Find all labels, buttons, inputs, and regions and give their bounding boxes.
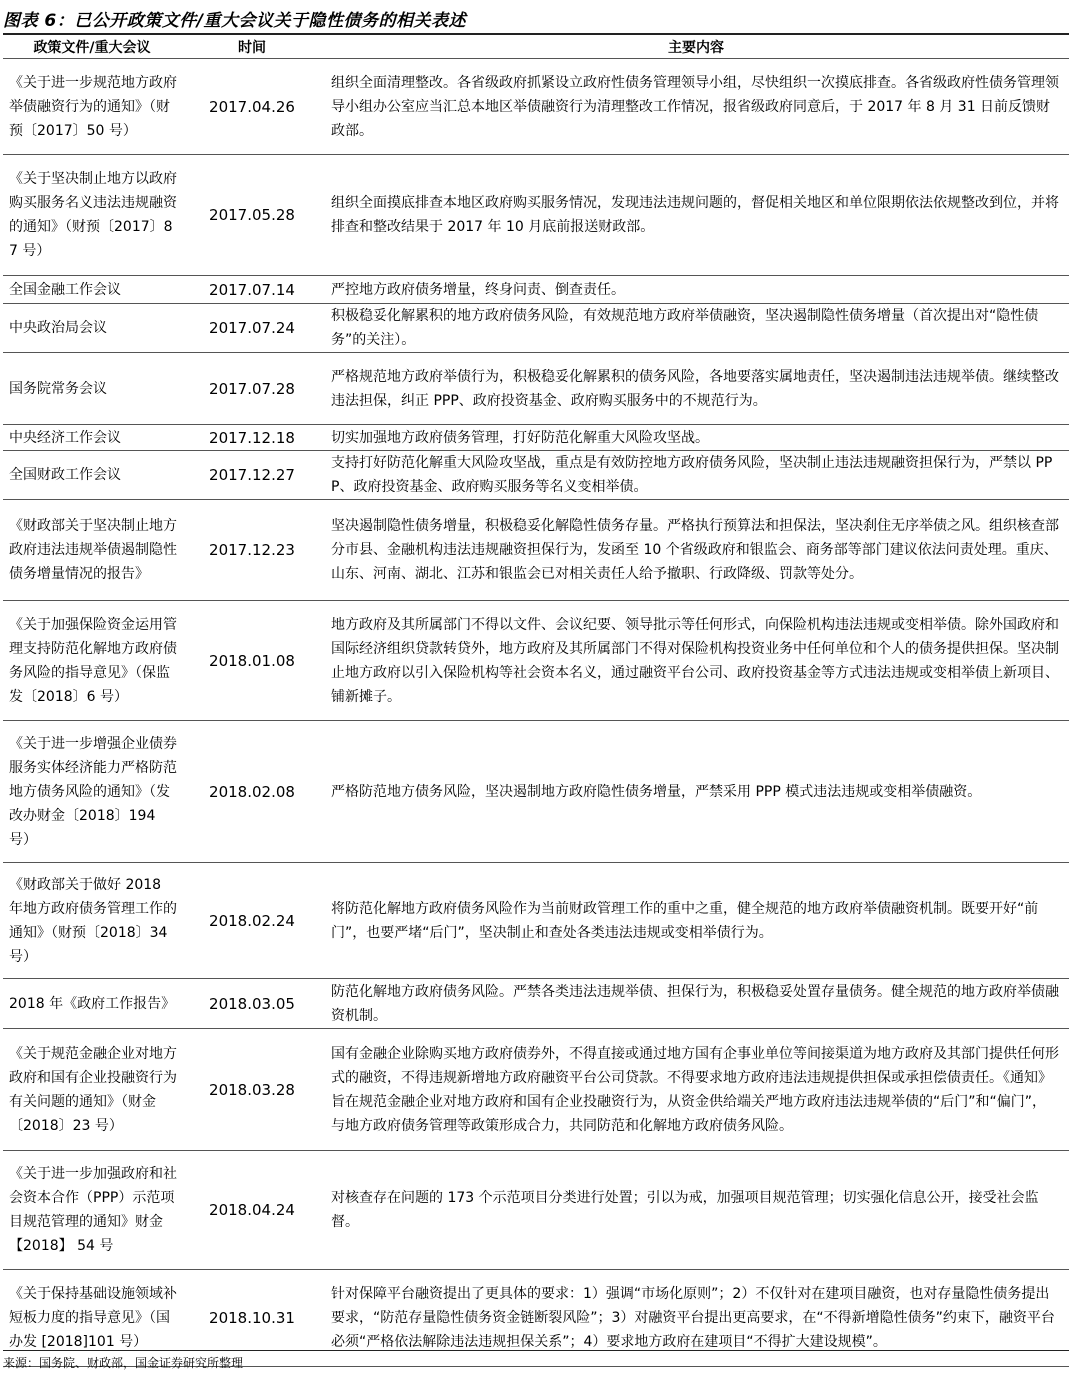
doc-cell: 《关于规范金融企业对地方政府和国有企业投融资行为有关问题的通知》（财金〔2018〕23 号）: [3, 1029, 181, 1151]
date-cell: 2018.03.28: [181, 1029, 323, 1151]
date-cell: 2018.03.05: [181, 979, 323, 1029]
date-cell: 2018.02.08: [181, 721, 323, 863]
content-cell: 严控地方政府债务增量，终身问责、倒查责任。: [323, 276, 1069, 304]
table-row: [3, 276, 1069, 304]
content-cell: 将防范化解地方政府债务风险作为当前财政管理工作的重中之重，健全规范的地方政府举债融资机制。既要开好“前门”，也要严堵“后门”，坚决制止和查处各类违法违规或变相举债行为。: [323, 863, 1069, 979]
doc-cell: 《关于进一步加强政府和社会资本合作（PPP）示范项目规范管理的通知》财金【2018】 54 号: [3, 1151, 181, 1270]
doc-cell: 全国财政工作会议: [3, 451, 181, 500]
doc-cell: 中央经济工作会议: [3, 425, 181, 451]
content-cell: 坚决遏制隐性债务增量，积极稳妥化解隐性债务存量。严格执行预算法和担保法，坚决刹住无序举债之风。组织核查部分市县、金融机构违法违规融资担保行为，发函至 10 个省级政府和银监会、商务部等部门建议依法问责处理。重庆、山东、河南、湖北、江苏和银监会已对相关责任人给予撤职、行政降级、罚款等处分。: [323, 500, 1069, 601]
doc-cell: 《财政部关于做好 2018 年地方政府债务管理工作的通知》（财预〔2018〕34 号）: [3, 863, 181, 979]
date-cell: 2018.02.24: [181, 863, 323, 979]
date-cell: 2018.10.31: [181, 1270, 323, 1367]
content-cell: 国有金融企业除购买地方政府债券外，不得直接或通过地方国有企事业单位等间接渠道为地方政府及其部门提供任何形式的融资，不得违规新增地方政府融资平台公司贷款。不得要求地方政府违法违规提供担保或承担偿债责任。《通知》旨在规范金融企业对地方政府和国有企业投融资行为，从资金供给端关严地方政府违法违规举债的“后门”和“偏门”，与地方政府债务管理等政策形成合力，共同防范和化解地方政府债务风险。: [323, 1029, 1069, 1151]
header-date: 时间: [181, 36, 323, 59]
header-content: 主要内容: [323, 36, 1069, 59]
doc-cell: 全国金融工作会议: [3, 276, 181, 304]
content-cell: 防范化解地方政府债务风险。严禁各类违法违规举债、担保行为，积极稳妥处置存量债务。健全规范的地方政府举债融资机制。: [323, 979, 1069, 1029]
content-cell: 组织全面清理整改。各省级政府抓紧设立政府性债务管理领导小组，尽快组织一次摸底排查。各省级政府性债务管理领导小组办公室应当汇总本地区举债融资行为清理整改工作情况，报省级政府同意后，于 2017 年 8 月 31 日前反馈财政部。: [323, 59, 1069, 155]
content-cell: 切实加强地方政府债务管理，打好防范化解重大风险攻坚战。: [323, 425, 1069, 451]
table-row: [3, 304, 1069, 353]
date-cell: 2018.01.08: [181, 601, 323, 721]
date-cell: 2017.07.14: [181, 276, 323, 304]
content-cell: 严格防范地方债务风险，坚决遏制地方政府隐性债务增量，严禁采用 PPP 模式违法违规或变相举债融资。: [323, 721, 1069, 863]
table-row: [3, 1029, 1069, 1151]
date-cell: 2017.12.27: [181, 451, 323, 500]
figure-title: 图表 6：已公开政策文件/重大会议关于隐性债务的相关表述: [3, 11, 466, 31]
doc-cell: 《关于加强保险资金运用管理支持防范化解地方政府债务风险的指导意见》（保监发〔2018〕6 号）: [3, 601, 181, 721]
date-cell: 2017.07.24: [181, 304, 323, 353]
table-header-row: [3, 36, 1069, 59]
table-row: [3, 601, 1069, 721]
content-cell: 支持打好防范化解重大风险攻坚战，重点是有效防控地方政府债务风险，坚决制止违法违规融资担保行为，严禁以 PPP、政府投资基金、政府购买服务等名义变相举债。: [323, 451, 1069, 500]
date-cell: 2017.12.18: [181, 425, 323, 451]
table-row: [3, 1151, 1069, 1270]
content-cell: 积极稳妥化解累积的地方政府债务风险，有效规范地方政府举债融资，坚决遏制隐性债务增量（首次提出对“隐性债务”的关注）。: [323, 304, 1069, 353]
date-cell: 2017.12.23: [181, 500, 323, 601]
table-row: [3, 721, 1069, 863]
content-cell: 地方政府及其所属部门不得以文件、会议纪要、领导批示等任何形式，向保险机构违法违规或变相举债。除外国政府和国际经济组织贷款转贷外，地方政府及其所属部门不得对保险机构投资业务中任何单位和个人的债务提供担保。坚决制止地方政府以引入保险机构等社会资本名义，通过融资平台公司、政府投资基金等方式违法违规或变相举债上新项目、铺新摊子。: [323, 601, 1069, 721]
table-row: [3, 1270, 1069, 1367]
date-cell: 2017.04.26: [181, 59, 323, 155]
header-doc: 政策文件/重大会议: [3, 36, 181, 59]
source-note: 来源：国务院、财政部，国金证券研究所整理: [3, 1356, 244, 1370]
doc-cell: 《财政部关于坚决制止地方政府违法违规举债遏制隐性债务增量情况的报告》: [3, 500, 181, 601]
doc-cell: 《关于进一步规范地方政府举债融资行为的通知》（财预〔2017〕50 号）: [3, 59, 181, 155]
table-row: [3, 353, 1069, 425]
doc-cell: 《关于保持基础设施领域补短板力度的指导意见》（国办发 [2018]101 号）: [3, 1270, 181, 1367]
table-row: [3, 425, 1069, 451]
doc-cell: 《关于坚决制止地方以政府购买服务名义违法违规融资的通知》（财预〔2017〕87 号）: [3, 155, 181, 276]
content-cell: 严格规范地方政府举债行为，积极稳妥化解累积的债务风险，各地要落实属地责任，坚决遏制违法违规举债。继续整改违法担保，纠正 PPP、政府投资基金、政府购买服务中的不规范行为。: [323, 353, 1069, 425]
content-cell: 组织全面摸底排查本地区政府购买服务情况，发现违法违规问题的，督促相关地区和单位限期依法依规整改到位，并将排查和整改结果于 2017 年 10 月底前报送财政部。: [323, 155, 1069, 276]
table-row: [3, 59, 1069, 155]
date-cell: 2017.07.28: [181, 353, 323, 425]
bottom-rule: [3, 1350, 1069, 1351]
table-row: [3, 979, 1069, 1029]
top-rule: [3, 33, 1069, 35]
content-cell: 对核查存在问题的 173 个示范项目分类进行处置；引以为戒，加强项目规范管理；切实强化信息公开，接受社会监督。: [323, 1151, 1069, 1270]
table-row: [3, 500, 1069, 601]
table-row: [3, 155, 1069, 276]
doc-cell: 中央政治局会议: [3, 304, 181, 353]
date-cell: 2018.04.24: [181, 1151, 323, 1270]
table-row: [3, 451, 1069, 500]
doc-cell: 国务院常务会议: [3, 353, 181, 425]
doc-cell: 2018 年《政府工作报告》: [3, 979, 181, 1029]
date-cell: 2017.05.28: [181, 155, 323, 276]
content-cell: 针对保障平台融资提出了更具体的要求：1）强调“市场化原则”；2）不仅针对在建项目融资，也对存量隐性债务提出要求，“防范存量隐性债务资金链断裂风险”；3）对融资平台提出更高要求，在“不得新增隐性债务”约束下，融资平台必须“严格依法解除违法违规担保关系”；4）要求地方政府在建项目“不得扩大建设规模”。: [323, 1270, 1069, 1367]
table-row: [3, 863, 1069, 979]
doc-cell: 《关于进一步增强企业债券服务实体经济能力严格防范地方债务风险的通知》（发改办财金〔2018〕194 号）: [3, 721, 181, 863]
policy-table: [3, 36, 1069, 1367]
